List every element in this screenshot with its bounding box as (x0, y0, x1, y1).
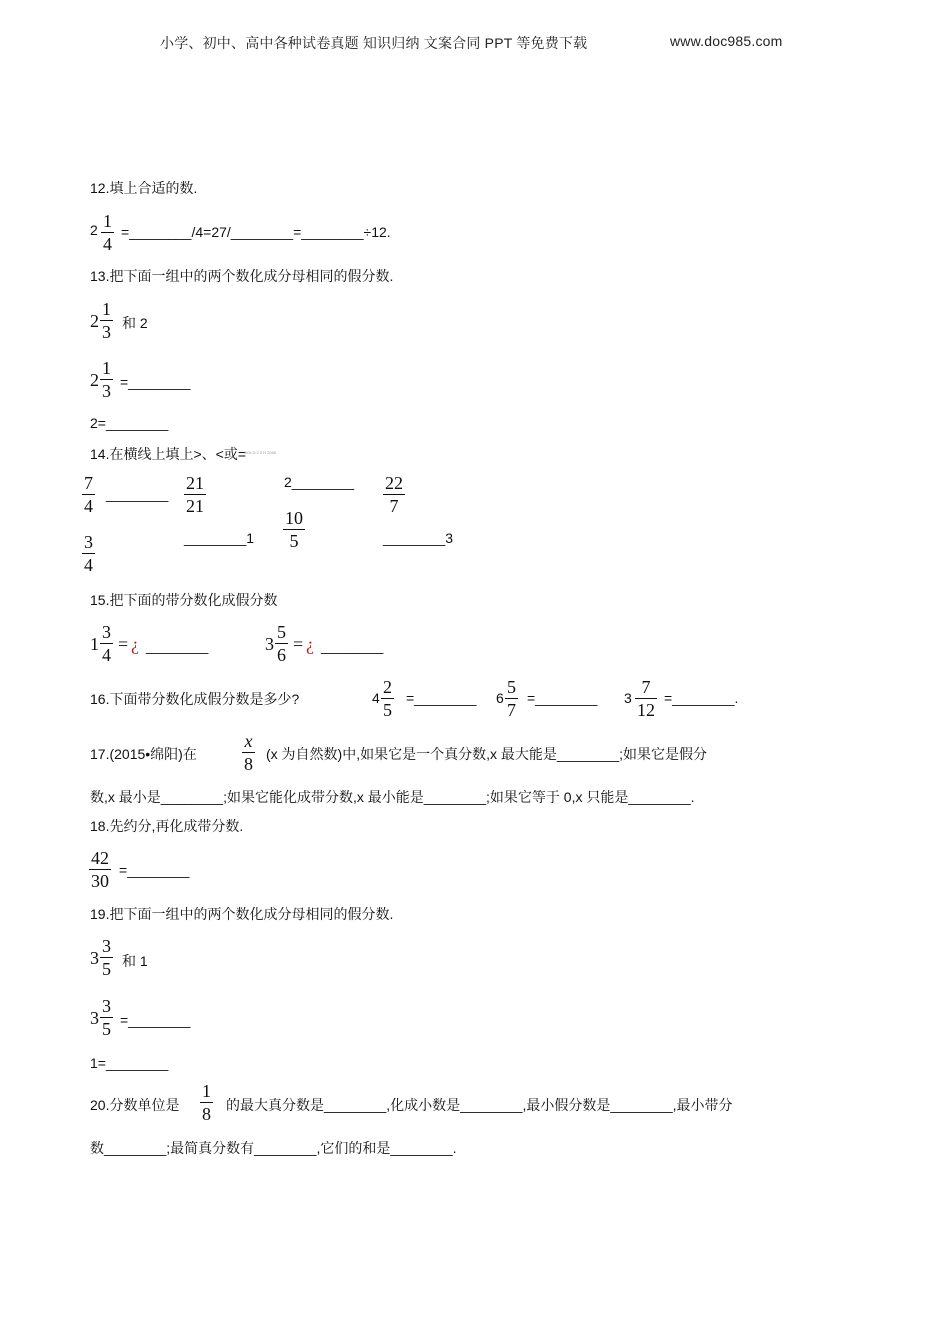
q13-line2: 2=________ (90, 415, 169, 431)
q13-num-2: 1 (102, 358, 111, 378)
q13-den: 3 (102, 322, 111, 342)
q12-fraction (101, 210, 114, 255)
q18-fraction (89, 847, 111, 892)
q14-e-den: 5 (289, 531, 299, 551)
q17-den: 8 (244, 754, 253, 774)
q15-a-blank: ________ (146, 638, 209, 654)
q16-c-whole: 3 (624, 690, 632, 706)
q20-prefix: 20.分数单位是 (90, 1097, 180, 1113)
q19-title: 19.把下面一组中的两个数化成分母相同的假分数. (90, 906, 394, 922)
q17-line1: (x 为自然数)中,如果它是一个真分数,x 最大能是________;如果它是假分 (266, 746, 708, 762)
q13-whole: 2 (90, 311, 99, 331)
q12-rest: =________/4=27/________=________÷12. (121, 224, 391, 240)
q20-line1: 的最大真分数是________,化成小数是________,最小假分数是________,最小带分 (226, 1097, 733, 1113)
q18-title: 18.先约分,再化成带分数. (90, 818, 244, 834)
q16-fraction-c (635, 676, 657, 721)
q14-title: 14.在横线上填上>、<或= (90, 446, 246, 462)
q19-den: 5 (102, 959, 111, 979)
q16-b-rest: =________ (527, 690, 598, 706)
q14-fraction-e (283, 507, 305, 552)
q17-num: x (242, 730, 255, 753)
q14-fraction-f (82, 531, 95, 576)
q14-fraction-a (82, 472, 95, 517)
q16-c-rest: =________. (664, 690, 739, 706)
q17-line2: 数,x 最小是________;如果它能化成带分数,x 最小能是________;如果它等于 0,x 只能是________. (90, 789, 695, 805)
q15-a-den: 4 (102, 645, 111, 665)
q19-den-2: 5 (102, 1019, 111, 1039)
q14-f-den: 4 (84, 555, 93, 575)
q14-fraction-b (184, 472, 206, 517)
q20-den: 8 (202, 1104, 211, 1124)
q19-whole-2: 3 (90, 1008, 99, 1028)
q13-fraction (100, 298, 113, 343)
q19-and: 和 1 (122, 953, 148, 969)
q15-a-eq: = (118, 634, 129, 654)
q17-fraction (242, 730, 255, 775)
q14-f-num: 3 (84, 532, 93, 552)
q14-h-text: ________3 (383, 530, 454, 546)
q19-fraction (100, 935, 113, 980)
q20-num: 1 (202, 1081, 211, 1101)
q14-b-num: 21 (186, 473, 204, 493)
q15-a-mark: ¿ (131, 634, 139, 654)
q12-den: 4 (103, 234, 112, 254)
q14-blank-1: ________ (106, 486, 169, 502)
q15-b-num: 5 (277, 622, 286, 642)
q16-a-den: 5 (383, 700, 392, 720)
q19-fraction-2 (100, 995, 113, 1040)
q16-c-den: 12 (637, 700, 655, 720)
q14-e-num: 10 (285, 508, 303, 528)
q15-title: 15.把下面的带分数化成假分数 (90, 592, 278, 608)
q15-b-whole: 3 (265, 634, 274, 654)
q14-a-num: 7 (84, 473, 93, 493)
q14-d-den: 7 (389, 496, 399, 516)
q19-whole: 3 (90, 948, 99, 968)
q15-b-blank: ________ (321, 638, 384, 654)
q16-b-num: 5 (507, 677, 516, 697)
q14-a-den: 4 (84, 496, 93, 516)
q19-num-2: 3 (102, 996, 111, 1016)
q12-whole: 2 (90, 222, 98, 238)
q16-fraction-b (505, 676, 518, 721)
q20-line2: 数________;最简真分数有________,它们的和是________. (90, 1140, 457, 1156)
q18-num: 42 (91, 848, 109, 868)
q16-fraction-a (381, 676, 394, 721)
q15-fraction-a (100, 621, 113, 666)
q16-a-whole: 4 (372, 690, 380, 706)
q13-num: 1 (102, 299, 111, 319)
q13-title: 13.把下面一组中的两个数化成分母相同的假分数. (90, 268, 394, 284)
header-url: www.doc985.com (670, 33, 783, 49)
q13-fraction-2 (100, 357, 113, 402)
q14-b-den: 21 (186, 496, 204, 516)
q14-c-left: 2________ (284, 474, 355, 490)
q12-num: 1 (103, 211, 112, 231)
q14-d-num: 22 (385, 473, 403, 493)
q20-fraction (200, 1080, 213, 1125)
q16-title: 16.下面带分数化成假分数是多少? (90, 691, 300, 707)
q16-c-num: 7 (635, 676, 657, 699)
q16-b-whole: 6 (496, 690, 504, 706)
q19-num: 3 (102, 936, 111, 956)
q13-den-2: 3 (102, 381, 111, 401)
q15-a-whole: 1 (90, 634, 99, 654)
q16-a-rest: =________ (406, 690, 477, 706)
q15-b-den: 6 (277, 645, 286, 665)
q19-line1: =________ (120, 1012, 191, 1028)
q15-fraction-b (275, 621, 288, 666)
q12-title: 12.填上合适的数. (90, 180, 198, 196)
q13-and: 和 2 (122, 315, 148, 331)
q14-fraction-d (383, 472, 405, 517)
q18-den: 30 (91, 871, 109, 891)
q18-rest: =________ (119, 862, 190, 878)
q17-prefix: 17.(2015•绵阳)在 (90, 746, 197, 762)
q15-a-num: 3 (102, 622, 111, 642)
q13-line1: =________ (120, 374, 191, 390)
q19-line2: 1=________ (90, 1055, 169, 1071)
header-text: 小学、初中、高中各种试卷真题 知识归纳 文案合同 PPT 等免费下载 (160, 35, 588, 51)
q15-b-eq: = (293, 634, 304, 654)
q16-b-den: 7 (507, 700, 516, 720)
q14-g-text: ________1 (184, 530, 255, 546)
q15-b-mark: ¿ (306, 634, 314, 654)
q13-whole-2: 2 (90, 370, 99, 390)
q16-a-num: 2 (383, 677, 392, 697)
q14-tiny-mark: GOLD:2 0 H 2065 (244, 450, 277, 455)
